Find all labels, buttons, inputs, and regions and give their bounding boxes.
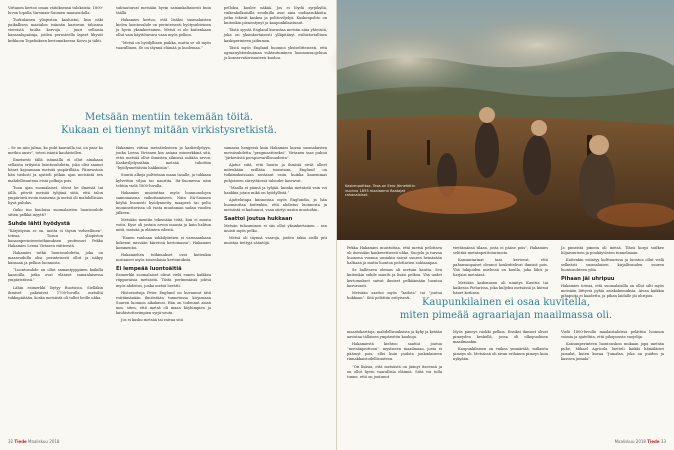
issue-date: Maaliskuu 2018 — [614, 439, 646, 444]
paragraph: Se hallitseva olemus oli metsän kautta. Sen kuitenkin suhde muutti ja lisäsi pelkoa. Yhä uudet kertomukset saivat ihmiset pelkäämään luontoa kasvavasti. — [347, 268, 442, 288]
magazine-brand: Tiede — [14, 439, 27, 444]
right-col2-bottom — [453, 330, 548, 438]
paragraph: Metsään mentiin tekemään töitä, kun ei muuta voitu. Kyse oli jostain arvon maasta ja kuin halitun mitä, metsää ja eläinten edestä. — [116, 218, 211, 233]
paragraph: Hakamiestä kiehtoo saattoi joutua ”metsänpeittoon”, mystiseen maailmaan, josta ei päässyt pois, ellei kuin pudota jonkinlaiseen rinnakkaistodellisuuteen. — [347, 342, 442, 362]
subheading: Ei lempeää luontoäitiä — [116, 265, 182, 272]
paragraph: Historioitsija Peter Englund on kuvannut tätä esittämänään ilmiöstään tunnetussa kirjassaan Suuren luonnon aikakausi. Hän on todennut asian mm. siten, että metsä oli maan köyhimpien ja kauhistuttavimpien syrjä-seutu. — [116, 290, 211, 316]
paragraph: Ajatus siitä, että luonto ja ihmisiä eivät olleet mitenkään erillään toisistaan, Englund on tutkimuksissaan nostanut esiin, kuinka kauemmas pohjoiseen siirryttäessä taloudet kasvavat. — [224, 163, 327, 183]
paragraph: Hakamies kertoo, että lisäksi suomalaisten kielen luontosuhde on perinteisesti hyötysuhteinen ja hyvin yksinkertainen. Metsä ei ole kuitenkaan ollut vain käyttötavara vaan myös pelkoa. — [116, 18, 211, 38]
magazine-brand: Tiede — [647, 439, 660, 444]
right-col1-mid — [347, 246, 442, 300]
paragraph: Suurin alkeja polttetaan maan tasalle, ja tuhkaan kylvettiin viljaa tai nauriita. Itä-Suomessa näin tehtiin vielä 1800-luvulla. — [116, 173, 211, 188]
paragraph: Hakamies muistuttaa myös luonnonolojen samoinasena vaikuttamiseen. Näin Itä-Suomen köyhä huonosti hyödynnetty maaperä tai pelto muunnettavissa oli vasta muutaman sadan vuoden jälkeen. — [116, 190, 211, 216]
paragraph: Lähin esimerkki löytyy Ruotsista. Sielläkin ihmiset pakenivat 1700-luvulla metsiltä tukkupäitään, koska metsästä oli tullut heille uhka. — [8, 285, 103, 300]
left-col2-body — [116, 146, 211, 438]
paragraph: Ja pimeistä pimein oli metsä. Tiheä korpi suifkee hiljaisuuteen ja puukäytösten tunnelmaan. — [561, 246, 664, 256]
left-col3-body — [224, 146, 327, 438]
paragraph: samassa hengessä kuin Hakamies kuvaa suomalaisten metsäsuhdetta ”pragmaattiseksi”. Virtanen taas puhuu ”järkevästä porsporvarillisuudesta”. — [224, 146, 327, 161]
left-col1-top — [8, 6, 103, 106]
pull-quote-line-1: Kaupunkilainen ei osaa kuvitella, — [421, 297, 591, 308]
paragraph: Myös pimeys raokki pelkoa. Ensiksi ihmiset olivat pimeyden keskellä, jossa oli ulkopuolinen maailmankin. — [453, 330, 548, 345]
page-number: 32 — [8, 439, 14, 444]
painting-illustration — [337, 0, 674, 240]
paragraph: Hakamies toteaa, että suomalaisilla on ollut silti myös metsään liittyviä pyhiä asiakokemuksia. Aivan kaikkia pihapuita ei kaadettu, ja pihan laidalle jäi uhripuu. — [561, 283, 664, 299]
paragraph: Tuon ajan suomalaiset, olivat he ilmeisiä tai iällä, pitivät metsää tyhjänä siitä, että talon ympäröivä avoin maisema ja metsä oli mahdollisuus hyvä puhdas. — [8, 185, 103, 205]
paragraph: Jos ei kasku metsää tai raivaa sitä — [121, 318, 183, 323]
paragraph: Turkulainen yliopiston kauhistui, kun näki paikallisen maatalon isännän kastavan taloansa viereistä tuulta korvoja – juuri sellaisia kansanlupaisuja, joiden perusteella lapset lihyvät kirkkoon Topeliuksen kertomuksessa Koivu ja tähti. — [8, 18, 103, 43]
page-number: 33 — [660, 439, 666, 444]
paragraph: ”Metsä on hyödyllinen paikka, mutta se oli myös vaarallinen. Se on täynnä elämää ja kuolemaa.” — [116, 40, 211, 50]
left-col2-top — [116, 6, 211, 106]
left-col3-top — [224, 6, 327, 106]
pull-quote-line-2: miten pimeää agraariajan maailmassa oli. — [399, 309, 613, 321]
paragraph: ”Ennen vanhaan tukkilyöntien ei varmaankaan kokenut missään kiireissä kertomassa", Hakamies kommentoi. — [116, 235, 211, 250]
paragraph: suhtautuivat metsään hyvin samankaltaisesti kuin täällä. — [116, 6, 211, 16]
paragraph: Kansanperinteen luontouskon mukaan jopa metsän puhe, Mikael Agricola luetteli kaikki hämäläiset jumalat, kuten kuvaa ”Jumalaa, joka on puiden ja kasvien jumala”. — [561, 342, 664, 362]
right-col3-mid — [561, 246, 664, 299]
paragraph: Tästä syystä England kuvastaa metsän aina yhteisöä, joka on yksinkertaisesti ylläpitänyt esihistoriallisen kaskiperinteen jatkumon. — [224, 28, 327, 43]
paragraph: Esimerkki suomalaiset olivat vielä ennen kaikkea riippuvaisia metsästä. Tästä perimmäisiä johtui myös ahdistus, jonka metsä herätti. — [116, 273, 211, 288]
paragraph: Metsä oli täynnä vaaroja, joiden takia siellä piti muistaa tiettyjä sääntöjä. — [224, 235, 327, 245]
pull-quote — [10, 112, 328, 137]
paragraph: ”Luontosuhde on ollut samantyyppinen kaikilla kansoilla, jotka ovat eläneet samanlaisessa ympäristössä.” — [8, 268, 103, 283]
paragraph: maastokarttoja, mahdollisuuksista ja kyky ja ketään aavistaa tällaisen ympäristön kauhuja. — [347, 330, 442, 340]
subheading: Pihaan jäi uhripuu — [561, 276, 615, 283]
paragraph: Kuitenkin esiintyy kulttuurissa ja luontoa ollut vielä selkeästi suomalaisen kirjallisuuden suuren luontosuhteen ydin. — [561, 258, 664, 273]
subheading: Suhde lähti hyödystä — [8, 221, 70, 228]
paragraph: Metsän tuhoaminen ei siis ollut yksinkertainen – sen muisti myös pelko. — [224, 223, 327, 233]
paragraph: Virtanen kertoo oman väitöksensä tuloksista: 1800-luvun lopulla Varsinais-Suomen maaseudulla. — [8, 6, 103, 16]
paragraph: ”Kärjistyisin se on, mutta ei täysin virheellinen”, toteaa Turun yliopiston kansanperinteentutkimuksen professori Pekka Hakamies Leena Virtasen väitteestä. — [8, 228, 103, 248]
right-col3-bottom — [561, 330, 664, 438]
paragraph: Tästä myös England huomioi yksiselitteisesti, että agraariyhteiskunnan suhtautuminen luonnonsuojeluun ja konservatiivisuuteen kuuluu. — [224, 45, 327, 60]
pull-quote — [347, 297, 665, 322]
paragraph: Ilmeisesti tällä isännällä ei ollut ainakaan sellaista erityistä luontosuhdetta, joka olisi saanut hänet kajoamaan metsää ympärillään. Päinvastoin hän tiedosti ja ajatteli pitkän ajan metsästä sen mahdollisuutena etsiä polkuja pois. — [8, 158, 103, 183]
right-col1-bottom — [347, 330, 442, 438]
paragraph: ”Maalla ei pännä ja tyhjää, kuinka metsästä vain voi hankkia jotain mikä on hyödyllistä.” — [224, 185, 327, 195]
paragraph: Kansantarinat taas kertovat, että pahansuopaiset olennot houkuttelivat ihmisiä pois. Yhä lukijoiden mielessä on kuulla, joka lähti ja harjaisi metsässä. — [453, 258, 548, 278]
subheading: Saattoi joutua hukkaan — [224, 216, 293, 223]
paragraph: pelloksi, kuulee näkää. Jos ei löydä syrjäkyliä, vaikeakulkuisilla seuduilla asui aina uudisasukkaita, jotka tekivät kaskea ja polttoviljelyä. Kaskenpoltto on kuitenkin pienentynyt ja kaupunkilaistunut. — [224, 6, 327, 26]
paragraph: Vielä 1800-luvulla maalaistaloissa pelättiin luonnon voimia ja ajateltiin, että pihapuusta suojelija. — [561, 330, 664, 340]
paragraph: Hakamies tutkii luontosuhdetta, joka on maaseudulla olisi perinteisesti ollut ja näkyy kansaan ja pelkoa luonnosta. — [8, 251, 103, 266]
painting-raatajat-rahanalaiset — [337, 0, 674, 240]
left-col1-body — [8, 146, 103, 438]
issue-date: Maaliskuu 2018 — [28, 439, 60, 444]
paragraph: Pekka Hakamies muistuttaa, että metsä pelottava oli itsessään konkreettisesti uhka. Suojelu ja turvan huonona vuonna uusiakin saivat suuren heinäsään haltiaan ja mutta luontoa pelottavien suhtaanpaa. — [347, 246, 442, 266]
paragraph: Ajattelutapa kiinnostaa myös Englundia, ja hän huomauttaa kuitenkin, että ahdistus luonnosta ja metsästä ei kadonnut, vaan siirtyi uusiin muotoihin. — [224, 197, 327, 213]
page-footer-left — [8, 439, 59, 444]
right-page — [337, 0, 674, 450]
paragraph: Hakamies viittaa metsäteksteen ja kaskiviljelyyn, jonka Leena Virtanen kin asiana esimerkkinä sitä, ettei metsää ollut ihmisten silmissä mitään arvoa. Kaskiviljelyssähän metsää tuhottiin ”hyödynnettäviin hakkuisiin”. — [116, 146, 211, 171]
painting-caption: Kaskenpolttoa. Teos on Eero Järnefeltin vuonna 1893 maalaama Raatajat rahanalaiset. — [345, 184, 415, 198]
right-col2-mid — [453, 246, 548, 294]
paragraph: Hakamiehen tutkimukset ovat kuitenkin nostaneet myös toisenlaisia kertomuksia. — [116, 252, 211, 262]
paragraph: ”On lisäsia, että metsästä on jäänyt itseensä ja on ollut hyvin vaarallisia eläimiä. Siitä voi tulla tunne, että on joutunut — [347, 364, 442, 379]
paragraph: – Se on niin julma, ko pukt kaavailla tai, on paar ko methin ansiv”, totesi isäntä kauhistellen. — [8, 146, 103, 156]
page-footer-right — [615, 439, 666, 444]
pull-quote-line-1: Metsään mentiin tekemään töitä. — [84, 112, 254, 123]
paragraph: viettämässä tilaan, josta ei pääse pois”, Hakamies selittää metsänpeittotarinoita. — [453, 246, 548, 256]
paragraph: Onko tuo kuuluisa suomalaisten luontosuhde sitten pelkkä myytti? — [8, 208, 103, 218]
paragraph: Metsään saattoi myös ”kadota” tai ”joutua hukkaan”. Sitä pelättiin erityisesti. — [347, 290, 442, 300]
paragraph: Metsään kadonneen oli nimitys Kuuttia tai kaikessa Pietarissa, joka kuljeksi metsässä ja kutsui hänet kotiinsa. — [453, 280, 548, 295]
pull-quote-line-2: Kukaan ei tiennyt mitään virkistysretkistä. — [61, 124, 277, 136]
paragraph: Kaupunkilaisen on vaikea ymmärtää, millaista pimeys oli. Metsässä oli aivan erilainen pimeys kuin nykyään. — [453, 347, 548, 362]
